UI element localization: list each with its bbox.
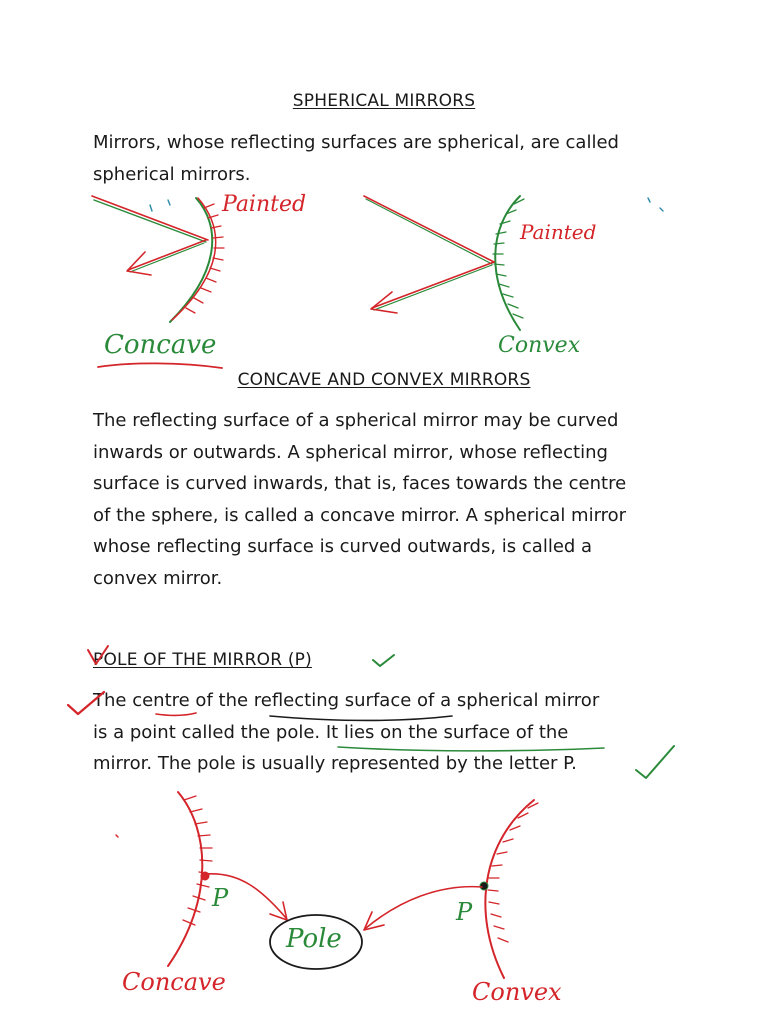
label-pole: Pole	[286, 924, 342, 954]
heading-concave-convex: CONCAVE AND CONVEX MIRRORS	[237, 370, 531, 390]
para2-line4: of the sphere, is called a concave mirror. A spherical mirror	[93, 504, 627, 526]
concave-mirror-sketch-bottom	[116, 792, 287, 966]
paragraph-spherical-intro	[93, 127, 683, 190]
paragraph-pole	[93, 685, 683, 780]
para2-line1: The reflecting surface of a spherical mirror may be curved	[93, 410, 619, 431]
para3-line1: The centre of the reflecting surface of a spherical mirror	[93, 690, 600, 711]
para3-line2: is a point called the pole. It lies on the surface of the	[93, 721, 569, 743]
label-painted-right: Painted	[520, 220, 597, 244]
label-p-left: P	[212, 884, 229, 912]
label-convex-bottom: Convex	[472, 978, 562, 1006]
para2-line5: whose reflecting surface is curved outwards, is called a	[93, 536, 593, 557]
paragraph-concave-convex	[93, 405, 683, 594]
concave-mirror-sketch-top	[92, 196, 224, 322]
label-painted-left: Painted	[222, 192, 307, 217]
convex-mirror-sketch-top	[364, 196, 663, 330]
heading-pole: POLE OF THE MIRROR (P)	[93, 650, 312, 670]
label-convex-top: Convex	[498, 333, 581, 358]
para2-line2: inwards or outwards. A spherical mirror, whose reflecting	[93, 441, 608, 463]
para1-line2: spherical mirrors.	[93, 163, 251, 185]
para3-line3: mirror. The pole is usually represented by the letter P.	[93, 753, 577, 774]
label-p-right: P	[456, 898, 473, 926]
para2-line6: convex mirror.	[93, 567, 223, 589]
para2-line3: surface is curved inwards, that is, faces towards the centre	[93, 473, 627, 494]
para1-line1: Mirrors, whose reflecting surfaces are spherical, are called	[93, 132, 619, 153]
label-concave-bottom: Concave	[122, 968, 226, 996]
label-concave-top: Concave	[104, 330, 217, 360]
heading-spherical-mirrors: SPHERICAL MIRRORS	[292, 91, 476, 111]
convex-mirror-sketch-bottom	[364, 800, 538, 978]
